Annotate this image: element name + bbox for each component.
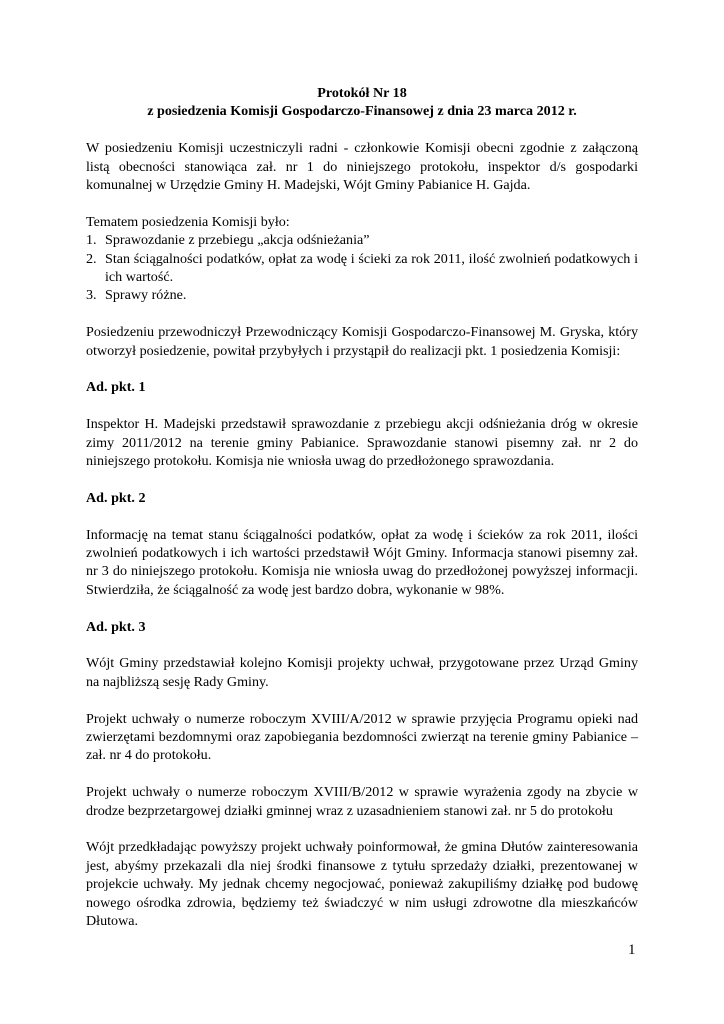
ad3-paragraph: Wójt Gminy przedstawiał kolejno Komisji projekty uchwał, przygotowane przez Urząd Gminy na najbliższą sesję Rady Gminy. [86, 655, 638, 690]
opening-paragraph: Posiedzeniu przewodniczył Przewodniczący Komisji Gospodarczo-Finansowej M. Gryska, który otworzył posiedzenie, powitał przybyłych i przystąpił do realizacji pkt. 1 posiedzenia Komisji: [86, 324, 638, 359]
page-number: 1 [628, 942, 636, 958]
ad1-heading: Ad. pkt. 1 [86, 379, 146, 396]
agenda-list [86, 231, 638, 305]
ad1-paragraph: Inspektor H. Madejski przedstawił sprawozdanie z przebiegu akcji odśnieżania dróg w okresie zimy 2011/2012 na terenie gminy Pabianice. Sprawozdanie stanowi pisemny zał. nr 2 do niniejszego protokołu. Komisja nie wniosła uwag do przedłożonego sprawozdania. [86, 416, 638, 470]
agenda-item-number: 2. [86, 250, 97, 267]
agenda-item [86, 286, 638, 304]
agenda-item-number: 3. [86, 287, 97, 304]
agenda-item-text: Sprawozdanie z przebiegu „akcja odśnieżania” [105, 232, 370, 249]
title-line-2: z posiedzenia Komisji Gospodarczo-Finansowej z dnia 23 marca 2012 r. [147, 103, 577, 120]
agenda-item-text: Stan ściągalności podatków, opłat za wodę i ścieki za rok 2011, ilość zwolnień podatkowych i ich wartość. [105, 250, 638, 286]
document-body [86, 84, 638, 931]
agenda-item-number: 1. [86, 232, 97, 249]
ad2-paragraph: Informację na temat stanu ściągalności podatków, opłat za wodę i ścieków za rok 2011, ilości zwolnień podatkowych i ich wartości przedstawił Wójt Gminy. Informacja stanowi pisemny zał. nr 3 do niniejszego protokołu. Komisja nie wniosła uwag do przedłożonej powyższej informacji. Stwierdziła, że ściągalność za wodę jest bardzo dobra, wykonanie w 98%. [86, 526, 638, 598]
document-title [86, 84, 638, 121]
project-b-paragraph: Projekt uchwały o numerze roboczym XVIII/B/2012 w sprawie wyrażenia zgody na zbycie w drodze bezprzetargowej działki gminnej wraz z uzasadnieniem stanowi zał. nr 5 do protokołu [86, 784, 638, 819]
ad3-heading: Ad. pkt. 3 [86, 618, 146, 635]
project-a-paragraph: Projekt uchwały o numerze roboczym XVIII/A/2012 w sprawie przyjęcia Programu opieki nad zwierzętami bezdomnymi oraz zapobiegania bezdomności zwierząt na terenie gminy Pabianice – zał. nr 4 do protokołu. [86, 710, 638, 764]
agenda-item [86, 231, 638, 249]
title-line-1: Protokół Nr 18 [317, 85, 407, 101]
agenda-item [86, 250, 638, 287]
agenda-item-text: Sprawy różne. [105, 287, 187, 304]
intro-paragraph: W posiedzeniu Komisji uczestniczyli radni - członkowie Komisji obecni zgodnie z załączoną listą obecności stanowiąca zał. nr 1 do niniejszego protokołu, inspektor d/s gospodarki komunalnej w Urzędzie Gminy H. Madejski, Wójt Gminy Pabianice H. Gajda. [86, 140, 638, 194]
ad2-heading: Ad. pkt. 2 [86, 489, 146, 506]
wojt-paragraph: Wójt przedkładając powyższy projekt uchwały poinformował, że gmina Dłutów zainteresowania jest, abyśmy przekazali dla niej środki finansowe z tytułu sprzedaży działki, prezentowanej w projekcie uchwały. My jednak chcemy negocjować, ponieważ zakupiliśmy działkę pod budowę nowego ośrodka zdrowia, będziemy też świadczyć w nim usługi zdrowotne dla mieszkańców Dłutowa. [86, 839, 638, 930]
agenda-intro: Tematem posiedzenia Komisji było: [86, 213, 290, 230]
